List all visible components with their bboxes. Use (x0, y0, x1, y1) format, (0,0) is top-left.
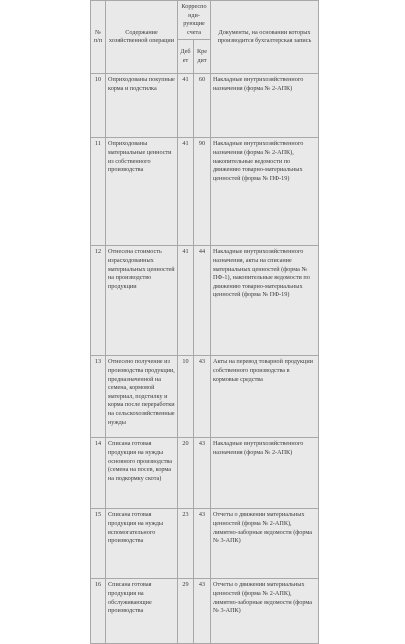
row-number: 16 (91, 579, 106, 644)
row-debit: 23 (178, 509, 194, 579)
row-number: 10 (91, 74, 106, 138)
row-number: 13 (91, 356, 106, 438)
row-number: 14 (91, 438, 106, 509)
row-credit: 43 (194, 579, 211, 644)
row-operation: Оприходованы материальные ценности из собственного производства (106, 138, 178, 246)
row-document: Акты на перевод товарной продукции собственного производства в кормовые средства (211, 356, 319, 438)
row-number: 11 (91, 138, 106, 246)
table-row (91, 246, 319, 356)
row-credit: 90 (194, 138, 211, 246)
row-operation: Списана готовая продукция на нужды основного производства (семена на посев, корма на подкормку скота) (106, 438, 178, 509)
row-debit: 41 (178, 74, 194, 138)
accounting-entries-table (90, 0, 319, 644)
row-credit: 43 (194, 356, 211, 438)
row-debit: 20 (178, 438, 194, 509)
row-operation: Списана готовая продукция на нужды вспомогательного производства (106, 509, 178, 579)
table-header-row (91, 1, 319, 40)
row-document: Отчеты о движении материальных ценностей (форма № 2-АПК), лимитно-заборные ведомости (форма № 3-АПК) (211, 579, 319, 644)
row-credit: 43 (194, 438, 211, 509)
table-row (91, 356, 319, 438)
table-row (91, 74, 319, 138)
row-credit: 44 (194, 246, 211, 356)
row-operation: Отнесена стоимость израсходованных материальных ценностей на производство продукции (106, 246, 178, 356)
header-number: № п/п (91, 1, 106, 74)
row-operation: Отнесено получение из производства продукции, предназначенной на семена, кормовой материал, подстилку и корма после переработки на сельскохозяйственные нужды (106, 356, 178, 438)
row-credit: 43 (194, 509, 211, 579)
row-debit: 41 (178, 138, 194, 246)
row-document: Накладные внутрихозяйственного назначения (форма № 2-АПК), накопительные ведомости по движению товарно-материальных ценностей (форма № ПФ-19) (211, 138, 319, 246)
row-document: Накладные внутрихозяйственного назначения (форма № 2-АПК) (211, 438, 319, 509)
row-operation: Оприходованы покупные корма и подстилка (106, 74, 178, 138)
table-row (91, 138, 319, 246)
header-debit: Дебет (178, 40, 194, 74)
table-row (91, 438, 319, 509)
header-documents: Документы, на основании которых производится бухгалтерская запись (211, 1, 319, 74)
row-operation: Списана готовая продукция на обслуживающие производства (106, 579, 178, 644)
table-row (91, 579, 319, 644)
header-corresponding-accounts: Корреспонди-рующие счета (178, 1, 211, 40)
table-row (91, 509, 319, 579)
row-debit: 41 (178, 246, 194, 356)
row-debit: 29 (178, 579, 194, 644)
row-credit: 60 (194, 74, 211, 138)
row-document: Отчеты о движении материальных ценностей (форма № 2-АПК), лимитно-заборные ведомости (форма № 3-АПК) (211, 509, 319, 579)
row-number: 12 (91, 246, 106, 356)
row-document: Накладные внутрихозяйственного назначения (форма № 2-АПК) (211, 74, 319, 138)
header-operation: Содержание хозяйственной операции (106, 1, 178, 74)
row-debit: 10 (178, 356, 194, 438)
row-document: Накладные внутрихозяйственного назначения, акты на списание материальных ценностей (форма № ПФ-1), накопительные ведомости по движению товарно-материальных ценностей (форма № ПФ-19) (211, 246, 319, 356)
header-credit: Кредит (194, 40, 211, 74)
row-number: 15 (91, 509, 106, 579)
